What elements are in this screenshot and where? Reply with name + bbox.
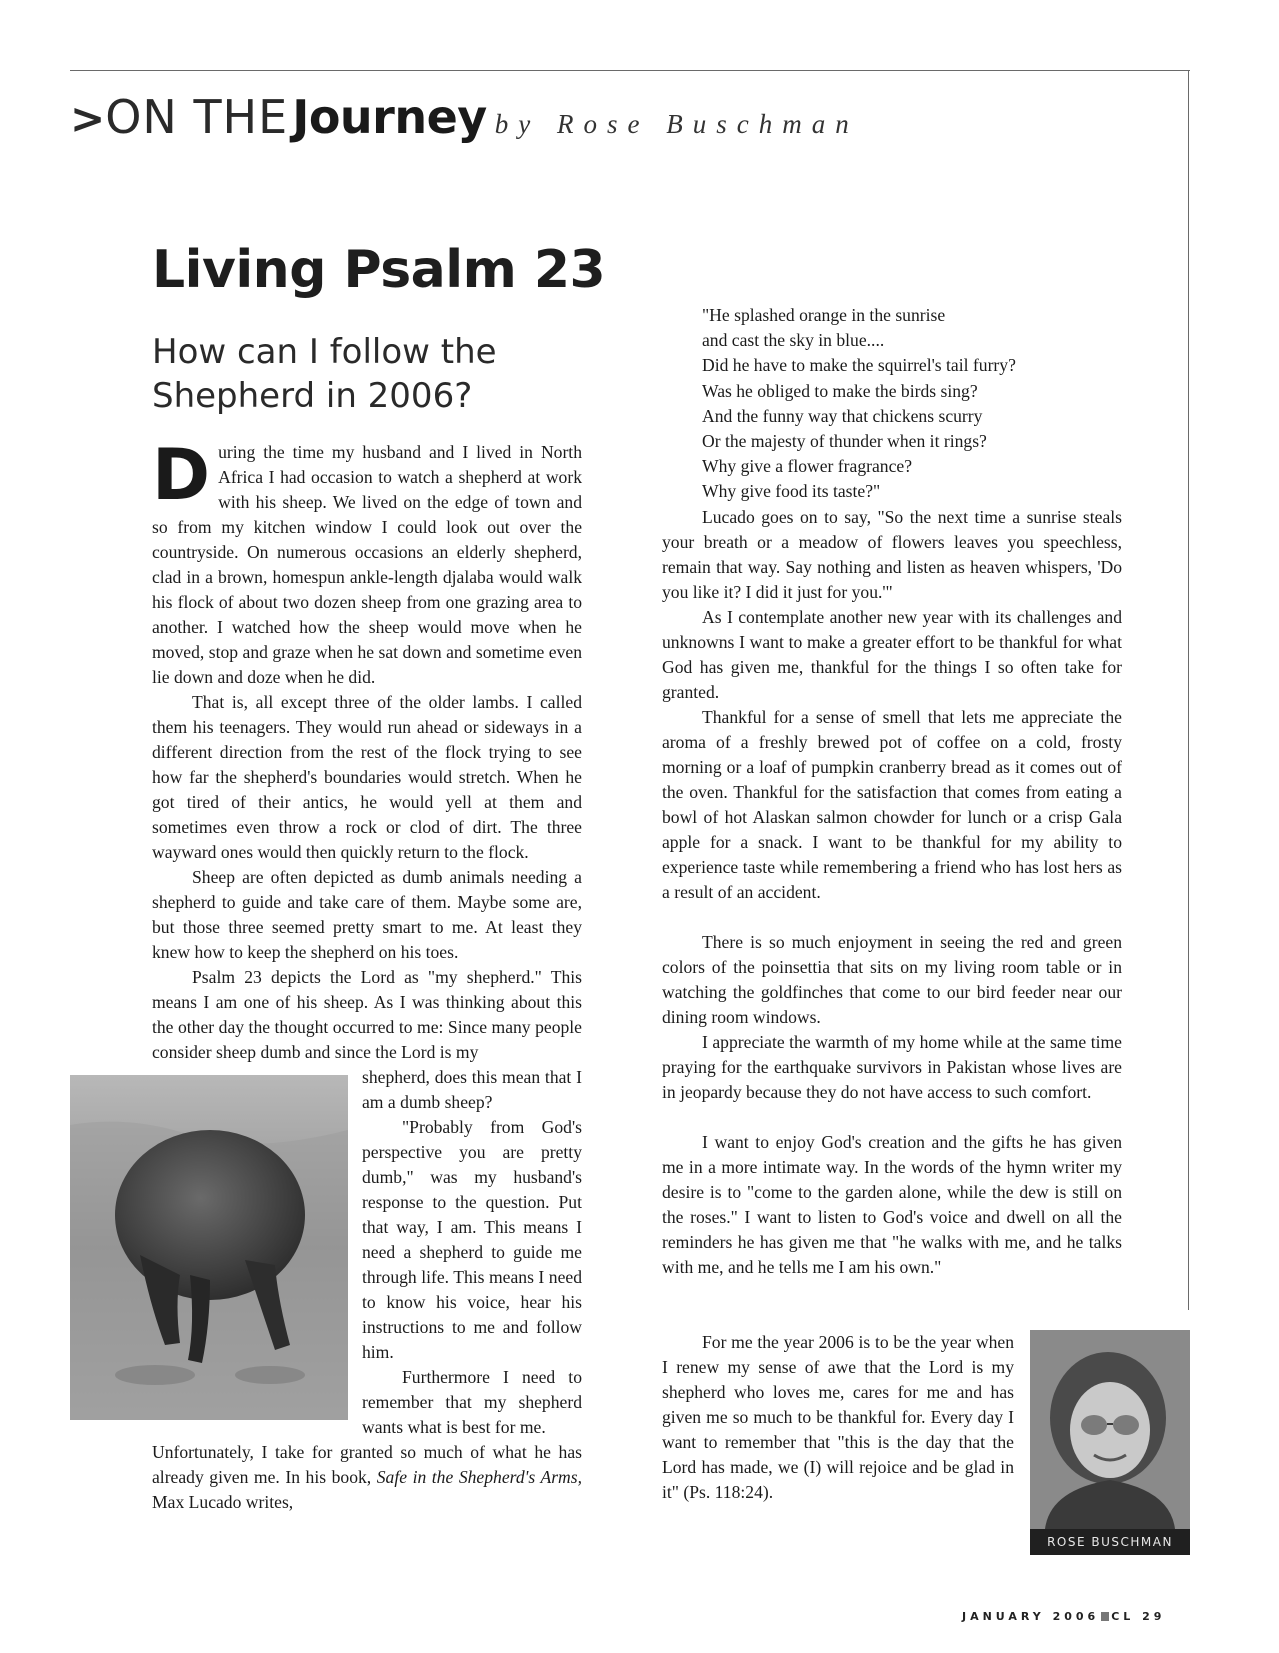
header-on-the: ON THE bbox=[105, 90, 289, 144]
footer-date: JANUARY 2006 bbox=[962, 1610, 1100, 1623]
paragraph-12: I want to enjoy God's creation and the gifts he has given me in a more intimate way. In the words of the hymn writer my desire is to "come to the garden alone, while the dew is still on the roses." I want to listen to God's voice and dwell on all the reminders he has given me that "he walks with me, and he talks with me, and he tells me I am his own." bbox=[662, 1132, 1122, 1277]
verse-line: Why give a flower fragrance? bbox=[702, 456, 913, 477]
paragraph-1-text: uring the time my husband and I lived in North Africa I had occasion to watch a shepherd at work with his sheep. We lived on the edge of town and so from my kitchen window I could look out over the countryside. On numerous occasions an elderly shepherd, clad in a brown, homespun ankle-length djalaba would walk his flock of about two dozen sheep from one grazing area to another. I watched how the sheep would move when he moved, stop and graze when he sat down and sometime even lie down and doze when he did. bbox=[152, 442, 582, 687]
byline: by Rose Buschman bbox=[494, 109, 859, 139]
article-title: Living Psalm 23 bbox=[152, 240, 606, 300]
paragraph-6: Furthermore I need to remember that my shepherd wants what is best for me. bbox=[362, 1367, 582, 1437]
paragraph-4-continued: shepherd, does this mean that I am a dumb sheep? bbox=[362, 1067, 582, 1112]
verse-line: and cast the sky in blue.... bbox=[702, 330, 885, 351]
right-rule bbox=[1188, 70, 1189, 1310]
page-footer bbox=[962, 1610, 1165, 1623]
paragraph-10: There is so much enjoyment in seeing the red and green colors of the poinsettia that sits on my living room table or in watching the goldfinches that come to our bird feeder near our dining room windows. bbox=[662, 932, 1122, 1027]
footer-page: CL 29 bbox=[1111, 1610, 1166, 1623]
verse-line: "He splashed orange in the sunrise bbox=[702, 305, 946, 325]
book-title: Safe in the Shepherd's Arms, bbox=[376, 1467, 582, 1487]
sheep-photo bbox=[70, 1075, 348, 1420]
verse-line: Did he have to make the squirrel's tail furry? bbox=[702, 355, 1016, 376]
article-subtitle: How can I follow the Shepherd in 2006? bbox=[152, 332, 497, 416]
top-rule bbox=[70, 70, 1190, 71]
paragraph-7: Lucado goes on to say, "So the next time a sunrise steals your breath or a meadow of flowers leaves you speechless, remain that way. Say nothing and listen as heaven whispers, 'Do you like it? I did it just for you.'" bbox=[662, 507, 1122, 602]
paragraph-6-end: Max Lucado writes, bbox=[152, 1492, 294, 1512]
paragraph-9: Thankful for a sense of smell that lets me appreciate the aroma of a freshly brewed pot of coffee on a cold, frosty morning or a loaf of pumpkin cranberry bread as it comes out of the oven. Thankful for the satisfaction that comes from eating a bowl of hot Alaskan salmon chowder for lunch or a crisp Gala apple for a snack. I want to be thankful for my ability to experience taste while remembering a friend who has lost hers as a result of an accident. bbox=[662, 707, 1122, 902]
paragraph-11: I appreciate the warmth of my home while at the same time praying for the earthquake survivors in Pakistan whose lives are in jeopardy because they do not have access to such comfort. bbox=[662, 1032, 1122, 1102]
paragraph-6-continued bbox=[152, 1440, 582, 1515]
author-photo bbox=[1030, 1330, 1190, 1555]
verse-line: Was he obliged to make the birds sing? bbox=[702, 380, 978, 401]
verse-line: Or the majesty of thunder when it rings? bbox=[702, 431, 987, 452]
verse-line: Why give food its taste?" bbox=[702, 481, 881, 502]
paragraph-6-continued-text: Unfortunately, I take for granted so much of what he has already given me. In his book, bbox=[152, 1442, 582, 1487]
header-arrow-icon: > bbox=[70, 94, 106, 143]
sheep-image bbox=[70, 1075, 348, 1420]
paragraph-4: Psalm 23 depicts the Lord as "my shepherd." This means I am one of his sheep. As I was thinking about this the other day the thought occurred to me: Since many people consider sheep dumb and since the Lord is my bbox=[152, 967, 582, 1062]
author-portrait bbox=[1030, 1330, 1190, 1529]
paragraph-5: "Probably from God's perspective you are pretty dumb," was my husband's response to the question. Put that way, I am. This means I need a shepherd to guide me through life. This means I need to know his voice, hear his instructions to me and follow him. bbox=[362, 1117, 582, 1362]
drop-cap: D bbox=[152, 434, 211, 516]
section-header bbox=[70, 90, 859, 150]
verse-line: And the funny way that chickens scurry bbox=[702, 405, 983, 426]
photo-caption: ROSE BUSCHMAN bbox=[1030, 1529, 1190, 1555]
paragraph-13: For me the year 2006 is to be the year when I renew my sense of awe that the Lord is my shepherd who loves me, cares for me and has given me so much to be thankful for. Every day I want to remember that "this is the day that the Lord has made, we (I) will rejoice and be glad in it" (Ps. 118:24). bbox=[662, 1332, 1014, 1502]
paragraph-1 bbox=[152, 434, 582, 690]
paragraph-3: Sheep are often depicted as dumb animals needing a shepherd to guide and take care of them. Maybe some are, but those three seemed pretty smart to me. At least they knew how to keep the shepherd on his toes. bbox=[152, 867, 582, 962]
paragraph-8: As I contemplate another new year with its challenges and unknowns I want to make a greater effort to be thankful for what God has given me, thankful for the things I so often take for granted. bbox=[662, 607, 1122, 702]
paragraph-2: That is, all except three of the older lambs. I called them his teenagers. They would run ahead or sideways in a different direction from the rest of the flock trying to see how far the shepherd's boundaries would stretch. When he got tired of their antics, he would yell at them and sometimes even throw a rock or clod of dirt. The three wayward ones would then quickly return to the flock. bbox=[152, 692, 582, 862]
poem-verse bbox=[702, 303, 1122, 505]
square-icon bbox=[1101, 1612, 1109, 1621]
header-journey: Journey bbox=[292, 90, 487, 144]
